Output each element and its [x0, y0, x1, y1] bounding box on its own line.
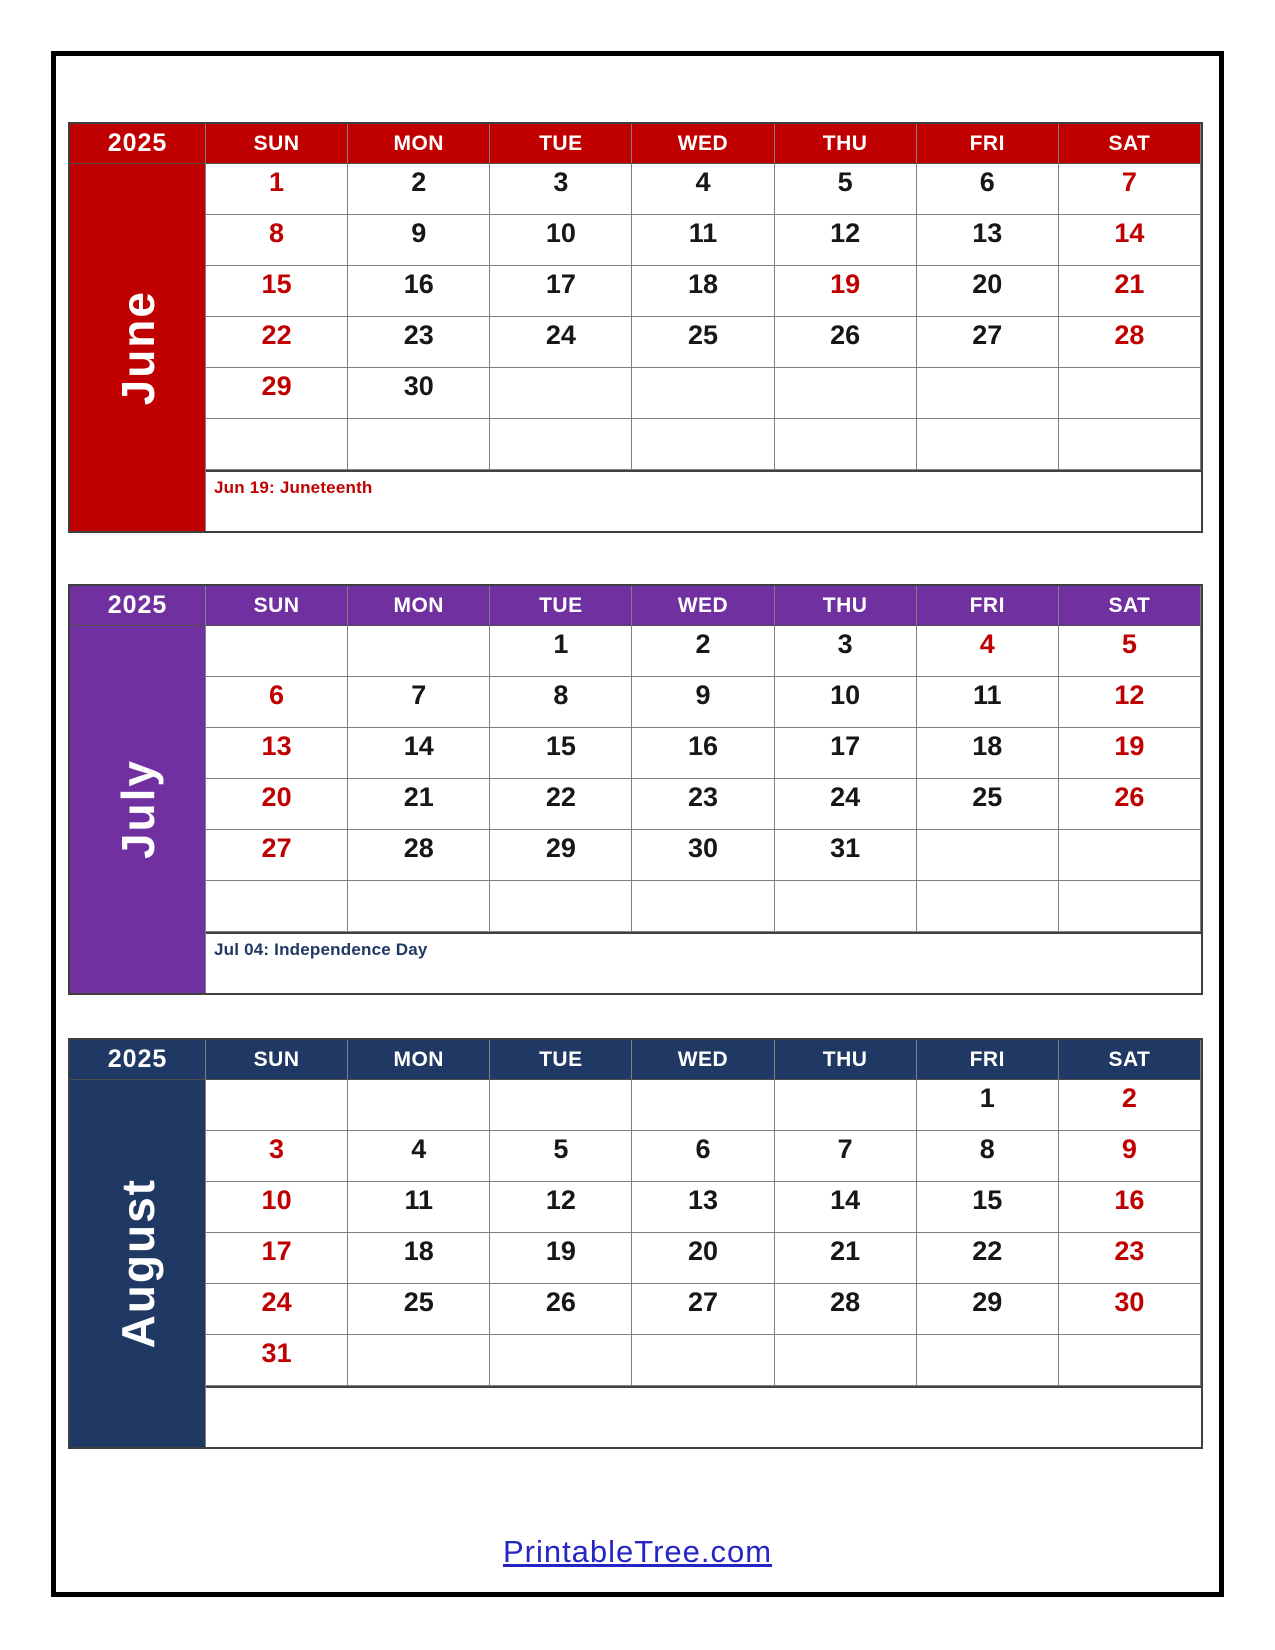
day-header: WED	[632, 124, 774, 164]
date-cell	[206, 419, 348, 470]
date-cell: 13	[632, 1182, 774, 1233]
date-cell: 18	[632, 266, 774, 317]
date-cell: 25	[632, 317, 774, 368]
date-cell: 11	[348, 1182, 490, 1233]
date-cell	[1059, 419, 1201, 470]
day-header: MON	[348, 124, 490, 164]
date-cell: 29	[917, 1284, 1059, 1335]
date-cell: 21	[775, 1233, 917, 1284]
day-header: SUN	[206, 1040, 348, 1080]
date-cell: 10	[206, 1182, 348, 1233]
date-cell	[348, 1080, 490, 1131]
day-header: SAT	[1059, 124, 1201, 164]
month-calendar	[68, 122, 1203, 533]
month-calendar	[68, 1038, 1203, 1449]
date-cell: 7	[348, 677, 490, 728]
holiday-note	[206, 1386, 1201, 1447]
date-cell: 17	[206, 1233, 348, 1284]
day-header: TUE	[490, 586, 632, 626]
day-header: FRI	[917, 586, 1059, 626]
date-cell: 24	[206, 1284, 348, 1335]
date-cell: 30	[632, 830, 774, 881]
day-header: SAT	[1059, 1040, 1201, 1080]
day-header: FRI	[917, 124, 1059, 164]
date-cell: 26	[775, 317, 917, 368]
date-cell: 9	[632, 677, 774, 728]
date-cell	[917, 368, 1059, 419]
year-label: 2025	[70, 586, 206, 626]
date-cell: 15	[917, 1182, 1059, 1233]
date-cell: 2	[632, 626, 774, 677]
date-cell	[348, 419, 490, 470]
date-cell: 5	[490, 1131, 632, 1182]
date-cell	[632, 419, 774, 470]
date-cell: 12	[1059, 677, 1201, 728]
date-cell: 21	[348, 779, 490, 830]
page-footer	[0, 1534, 1275, 1570]
date-cell: 19	[490, 1233, 632, 1284]
date-cell: 10	[490, 215, 632, 266]
date-cell	[348, 881, 490, 932]
date-cell: 21	[1059, 266, 1201, 317]
date-cell	[775, 368, 917, 419]
date-cell: 29	[490, 830, 632, 881]
date-cell: 14	[348, 728, 490, 779]
date-cell: 31	[775, 830, 917, 881]
date-cell: 2	[348, 164, 490, 215]
date-cell: 20	[632, 1233, 774, 1284]
date-cell: 19	[775, 266, 917, 317]
date-cell: 28	[348, 830, 490, 881]
year-label: 2025	[70, 1040, 206, 1080]
date-cell: 17	[775, 728, 917, 779]
date-cell: 13	[917, 215, 1059, 266]
date-cell	[632, 1080, 774, 1131]
date-cell	[348, 626, 490, 677]
date-cell: 24	[490, 317, 632, 368]
day-header: TUE	[490, 1040, 632, 1080]
date-cell	[348, 1335, 490, 1386]
date-cell: 16	[1059, 1182, 1201, 1233]
day-header: MON	[348, 586, 490, 626]
day-header: THU	[775, 1040, 917, 1080]
date-cell	[632, 1335, 774, 1386]
holiday-note: Jun 19: Juneteenth	[206, 470, 1201, 531]
date-cell: 15	[490, 728, 632, 779]
date-cell: 19	[1059, 728, 1201, 779]
date-cell: 3	[775, 626, 917, 677]
date-cell: 12	[775, 215, 917, 266]
footer-link[interactable]: PrintableTree.com	[502, 1534, 773, 1569]
date-cell: 7	[775, 1131, 917, 1182]
date-cell	[490, 881, 632, 932]
date-cell: 20	[206, 779, 348, 830]
date-cell: 8	[206, 215, 348, 266]
date-cell	[490, 1335, 632, 1386]
day-header: MON	[348, 1040, 490, 1080]
date-cell: 22	[206, 317, 348, 368]
date-cell	[490, 1080, 632, 1131]
date-cell: 16	[348, 266, 490, 317]
day-header: SAT	[1059, 586, 1201, 626]
date-cell: 9	[1059, 1131, 1201, 1182]
date-cell: 26	[1059, 779, 1201, 830]
date-cell	[206, 881, 348, 932]
date-cell: 30	[1059, 1284, 1201, 1335]
date-cell: 8	[917, 1131, 1059, 1182]
date-cell: 20	[917, 266, 1059, 317]
date-cell: 23	[1059, 1233, 1201, 1284]
date-cell: 8	[490, 677, 632, 728]
year-label: 2025	[70, 124, 206, 164]
day-header: THU	[775, 124, 917, 164]
date-cell: 24	[775, 779, 917, 830]
date-cell	[1059, 881, 1201, 932]
date-cell: 1	[917, 1080, 1059, 1131]
date-cell: 11	[917, 677, 1059, 728]
date-cell	[490, 368, 632, 419]
date-cell: 11	[632, 215, 774, 266]
month-label-text: June	[111, 289, 164, 406]
holiday-note: Jul 04: Independence Day	[206, 932, 1201, 993]
date-cell	[632, 881, 774, 932]
date-cell	[775, 419, 917, 470]
date-cell: 16	[632, 728, 774, 779]
date-cell	[206, 1080, 348, 1131]
date-cell: 30	[348, 368, 490, 419]
date-cell: 25	[917, 779, 1059, 830]
date-cell: 27	[206, 830, 348, 881]
date-cell	[490, 419, 632, 470]
day-header: SUN	[206, 124, 348, 164]
date-cell	[1059, 1335, 1201, 1386]
date-cell: 2	[1059, 1080, 1201, 1131]
date-cell: 12	[490, 1182, 632, 1233]
date-cell: 23	[348, 317, 490, 368]
date-cell: 29	[206, 368, 348, 419]
date-cell: 26	[490, 1284, 632, 1335]
date-cell: 4	[348, 1131, 490, 1182]
date-cell: 3	[206, 1131, 348, 1182]
date-cell: 7	[1059, 164, 1201, 215]
date-cell: 14	[1059, 215, 1201, 266]
date-cell: 17	[490, 266, 632, 317]
date-cell: 1	[206, 164, 348, 215]
date-cell	[917, 419, 1059, 470]
date-cell: 14	[775, 1182, 917, 1233]
date-cell	[775, 881, 917, 932]
date-cell	[775, 1335, 917, 1386]
date-cell	[917, 830, 1059, 881]
date-cell: 28	[1059, 317, 1201, 368]
date-cell: 25	[348, 1284, 490, 1335]
day-header: WED	[632, 1040, 774, 1080]
date-cell: 13	[206, 728, 348, 779]
date-cell	[632, 368, 774, 419]
date-cell: 28	[775, 1284, 917, 1335]
date-cell: 4	[632, 164, 774, 215]
date-cell	[206, 626, 348, 677]
day-header: THU	[775, 586, 917, 626]
date-cell: 15	[206, 266, 348, 317]
date-cell	[775, 1080, 917, 1131]
date-cell: 5	[1059, 626, 1201, 677]
date-cell: 22	[917, 1233, 1059, 1284]
month-calendar	[68, 584, 1203, 995]
day-header: TUE	[490, 124, 632, 164]
date-cell: 27	[917, 317, 1059, 368]
date-cell	[1059, 830, 1201, 881]
date-cell: 1	[490, 626, 632, 677]
date-cell: 22	[490, 779, 632, 830]
date-cell: 6	[632, 1131, 774, 1182]
date-cell	[1059, 368, 1201, 419]
month-label	[70, 1080, 206, 1447]
date-cell: 10	[775, 677, 917, 728]
day-header: FRI	[917, 1040, 1059, 1080]
month-label	[70, 626, 206, 993]
month-label	[70, 164, 206, 531]
date-cell: 9	[348, 215, 490, 266]
date-cell: 27	[632, 1284, 774, 1335]
day-header: WED	[632, 586, 774, 626]
date-cell: 18	[348, 1233, 490, 1284]
date-cell: 5	[775, 164, 917, 215]
month-label-text: August	[111, 1178, 164, 1349]
date-cell: 6	[917, 164, 1059, 215]
date-cell: 23	[632, 779, 774, 830]
date-cell: 18	[917, 728, 1059, 779]
date-cell	[917, 1335, 1059, 1386]
date-cell	[917, 881, 1059, 932]
day-header: SUN	[206, 586, 348, 626]
date-cell: 3	[490, 164, 632, 215]
month-label-text: July	[111, 759, 164, 860]
date-cell: 6	[206, 677, 348, 728]
date-cell: 31	[206, 1335, 348, 1386]
date-cell: 4	[917, 626, 1059, 677]
